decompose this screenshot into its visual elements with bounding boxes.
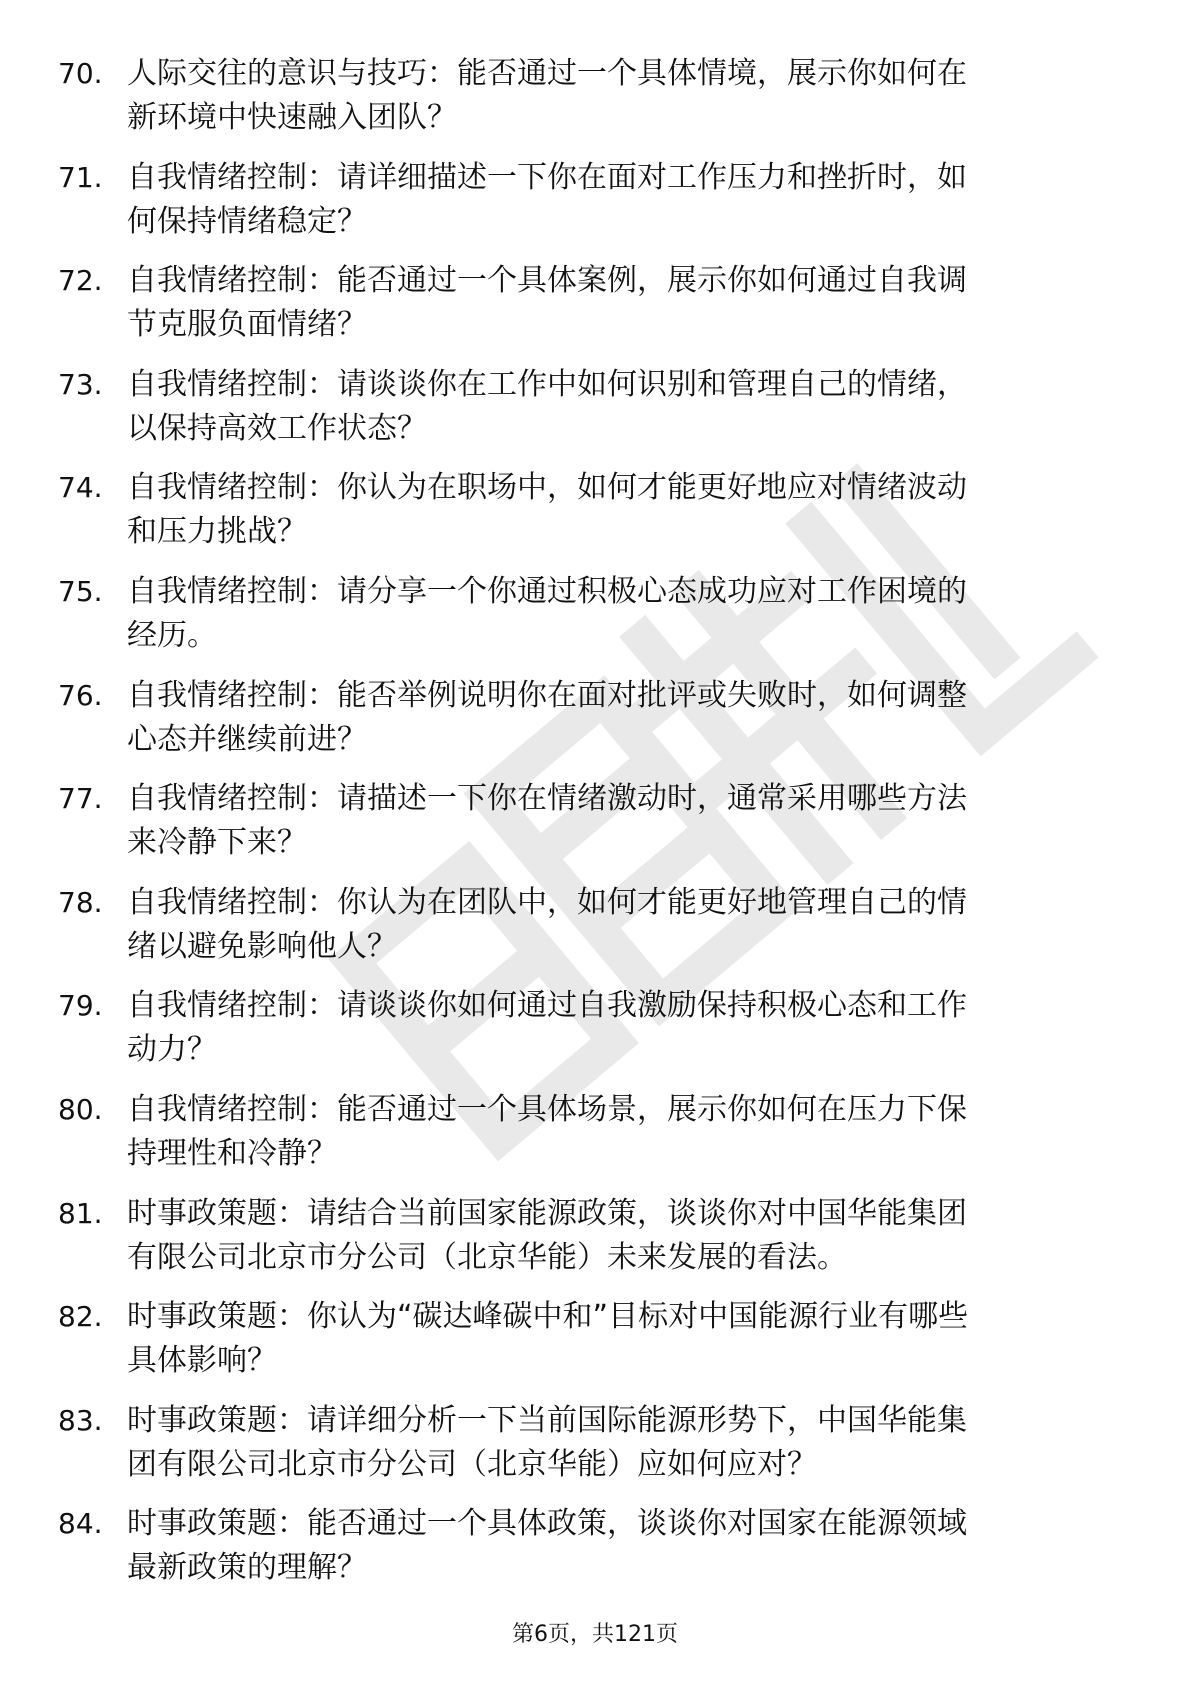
- question-text: 自我情绪控制：能否举例说明你在面对批评或失败时，如何调整 心态并继续前进？: [127, 677, 967, 757]
- question-number: 70.: [58, 57, 103, 90]
- page-number-footer: 第6页，共121页: [512, 1622, 678, 1647]
- question-number: 74.: [58, 471, 103, 505]
- question-number: 72.: [58, 264, 103, 298]
- question-item: [0, 777, 1190, 881]
- question-item: [0, 1399, 1190, 1503]
- question-text: 人际交往的意识与技巧：能否通过一个具体情境，展示你如何在 新环境中快速融入团队？: [127, 56, 967, 135]
- question-number: 81.: [58, 1196, 103, 1230]
- question-number: 80.: [58, 1092, 103, 1126]
- question-item: [0, 674, 1190, 778]
- question-text: 时事政策题：你认为“碳达峰碳中和”目标对中国能源行业有哪些 具体影响？: [127, 1299, 969, 1379]
- question-text: 自我情绪控制：请描述一下你在情绪激动时，通常采用哪些方法 来冷静下来？: [127, 781, 967, 861]
- question-number: 78.: [58, 885, 103, 919]
- question-text: 自我情绪控制：能否通过一个具体案例，展示你如何通过自我调 节克服负面情绪？: [127, 263, 967, 343]
- question-number: 77.: [58, 782, 103, 816]
- question-text: 自我情绪控制：你认为在职场中，如何才能更好地应对情绪波动 和压力挑战？: [127, 470, 967, 550]
- question-item: [0, 881, 1190, 985]
- question-list: [0, 52, 1190, 1606]
- question-item: [0, 52, 1190, 156]
- question-text: 自我情绪控制：请谈谈你如何通过自我激励保持积极心态和工作 动力？: [127, 988, 967, 1068]
- question-item: [0, 570, 1190, 674]
- question-text: 自我情绪控制：请详细描述一下你在面对工作压力和挫折时，如 何保持情绪稳定？: [127, 159, 967, 239]
- question-text: 自我情绪控制：你认为在团队中，如何才能更好地管理自己的情 绪以避免影响他人？: [127, 884, 967, 964]
- question-item: [0, 984, 1190, 1088]
- question-text: 自我情绪控制：请分享一个你通过积极心态成功应对工作困境的 经历。: [127, 573, 967, 653]
- question-item: [0, 259, 1190, 363]
- question-number: 83.: [58, 1403, 103, 1437]
- question-number: 79.: [58, 989, 103, 1023]
- question-number: 71.: [58, 160, 103, 194]
- question-number: 82.: [58, 1300, 103, 1334]
- question-number: 75.: [58, 574, 103, 608]
- question-item: [0, 156, 1190, 260]
- question-item: [0, 1192, 1190, 1296]
- question-item: [0, 1502, 1190, 1606]
- question-text: 时事政策题：请详细分析一下当前国际能源形势下，中国华能集 团有限公司北京市分公司（北京华能）应如何应对？: [127, 1402, 967, 1482]
- question-number: 76.: [58, 678, 103, 712]
- question-text: 时事政策题：请结合当前国家能源政策，谈谈你对中国华能集团 有限公司北京市分公司（北京华能）未来发展的看法。: [127, 1195, 967, 1275]
- question-item: [0, 363, 1190, 467]
- question-text: 时事政策题：能否通过一个具体政策，谈谈你对国家在能源领域 最新政策的理解？: [127, 1506, 967, 1586]
- question-item: [0, 1088, 1190, 1192]
- question-text: 自我情绪控制：请谈谈你在工作中如何识别和管理自己的情绪， 以保持高效工作状态？: [127, 366, 967, 446]
- question-item: [0, 1295, 1190, 1399]
- question-number: 84.: [58, 1507, 103, 1541]
- question-item: [0, 466, 1190, 570]
- question-text: 自我情绪控制：能否通过一个具体场景，展示你如何在压力下保 持理性和冷静？: [127, 1091, 967, 1171]
- question-number: 73.: [58, 367, 103, 401]
